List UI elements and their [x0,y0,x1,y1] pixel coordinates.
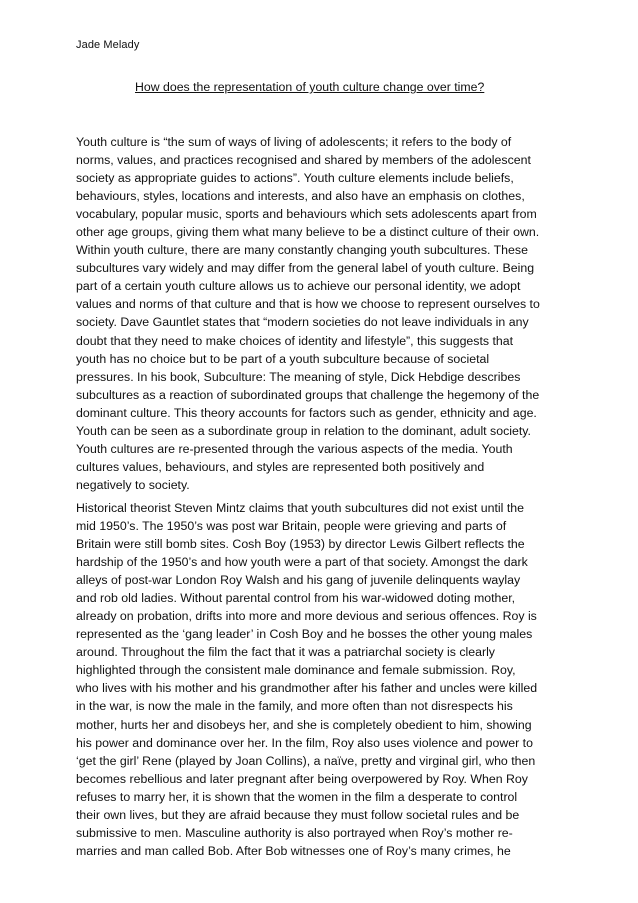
paragraph-line: hardship of the 1950’s and how youth were a part of that society. Amongst the dark [76,555,528,570]
paragraph-line: Britain were still bomb sites. Cosh Boy (1953) by director Lewis Gilbert reflects the [76,537,525,552]
paragraph-line: his power and dominance over her. In the film, Roy also uses violence and power to [76,735,533,750]
paragraph-line: marries and man called Bob. After Bob witnesses one of Roy’s many crimes, he [76,843,511,858]
paragraph-line: part of a certain youth culture allows us to achieve our personal identity, we adopt [76,279,521,294]
paragraph-line: society as appropriate guides to actions”. Youth culture elements include beliefs, [76,171,514,186]
paragraph-line: and rob old ladies. Without parental control from his war-widowed doting mother, [76,591,516,606]
paragraph-line: youth has no choice but to be part of a youth subculture because of societal [76,351,490,366]
paragraph-line: Historical theorist Steven Mintz claims that youth subcultures did not exist until the [76,500,525,515]
paragraph-line: Within youth culture, there are many constantly changing youth subcultures. These [76,243,528,258]
paragraph-line: vocabulary, popular music, sports and behaviours which sets adolescents apart from [76,207,537,222]
paragraph-line: norms, values, and practices recognised and shared by members of the adolescent [76,153,531,168]
paragraph-line: refuses to marry her, it is shown that the women in the film a desperate to control [76,789,518,804]
paragraph-line: pressures. In his book, Subculture: The meaning of style, Dick Hebdige describes [76,369,521,384]
paragraph-line: Youth can be seen as a subordinate group in relation to the dominant, adult society. [76,423,531,438]
author-header: Jade Melady [76,39,140,51]
paragraph-line: subcultures as a reaction of subordinated groups that challenge the hegemony of the [76,387,540,402]
paragraph-line: represented as the ‘gang leader’ in Cosh Boy and he bosses the other young males [76,627,533,642]
paragraph-line: around. Throughout the film the fact that it was a patriarchal society is clearly [76,645,495,660]
paragraph-line: Youth cultures are re-presented through the various aspects of the media. Youth [76,441,513,456]
paragraph-line: other age groups, giving them what many believe to be a distinct culture of their own. [76,225,540,240]
paragraph-line: already on probation, drifts into more and more devious and serious offences. Roy is [76,609,537,624]
essay-title: How does the representation of youth culture change over time? [135,80,485,94]
paragraph-line: Youth culture is “the sum of ways of living of adolescents; it refers to the body of [76,135,512,149]
paragraph-line: negatively to society. [76,477,190,492]
paragraph-line: behaviours, styles, locations and interests, and also have an emphasis on clothes, [76,189,525,204]
paragraph-line: doubt that they need to make choices of identity and lifestyle”, this suggests that [76,333,514,348]
paragraph-line: mid 1950’s. The 1950’s was post war Britain, people were grieving and parts of [76,518,507,533]
paragraph-line: ‘get the girl’ Rene (played by Joan Collins), a naïve, pretty and virginal girl, who then [76,753,536,768]
paragraph-line: in the war, is now the male in the family, and more often than not disrespects his [76,699,513,714]
paragraph-line: highlighted through the consistent male dominance and female submission. Roy, [76,663,516,678]
paragraph-line: their own lives, but they are afraid because they must follow societal rules and be [76,807,520,822]
paragraph-line: subcultures vary widely and may differ from the general label of youth culture. Being [76,261,535,276]
paragraph-line: cultures values, behaviours, and styles are represented both positively and [76,459,485,474]
paragraph-line: alleys of post-war London Roy Walsh and his gang of juvenile delinquents waylay [76,573,521,588]
essay-paragraph [76,133,568,494]
paragraph-line: mother, hurts her and disobeys her, and she is completely obedient to him, showing [76,717,532,732]
paragraph-line: who lives with his mother and his grandmother after his father and uncles were killed [76,681,538,696]
essay-body [76,133,568,865]
paragraph-line: submissive to men. Masculine authority is also portrayed when Roy’s mother re- [76,825,513,840]
essay-paragraph [76,499,568,860]
paragraph-line: society. Dave Gauntlet states that “modern societies do not leave individuals in any [76,315,529,330]
paragraph-line: values and norms of that culture and that is how we choose to represent ourselves to [76,297,540,312]
paragraph-line: dominant culture. This theory accounts for factors such as gender, ethnicity and age. [76,405,537,420]
paragraph-line: becomes rebellious and later pregnant after being overpowered by Roy. When Roy [76,771,528,786]
